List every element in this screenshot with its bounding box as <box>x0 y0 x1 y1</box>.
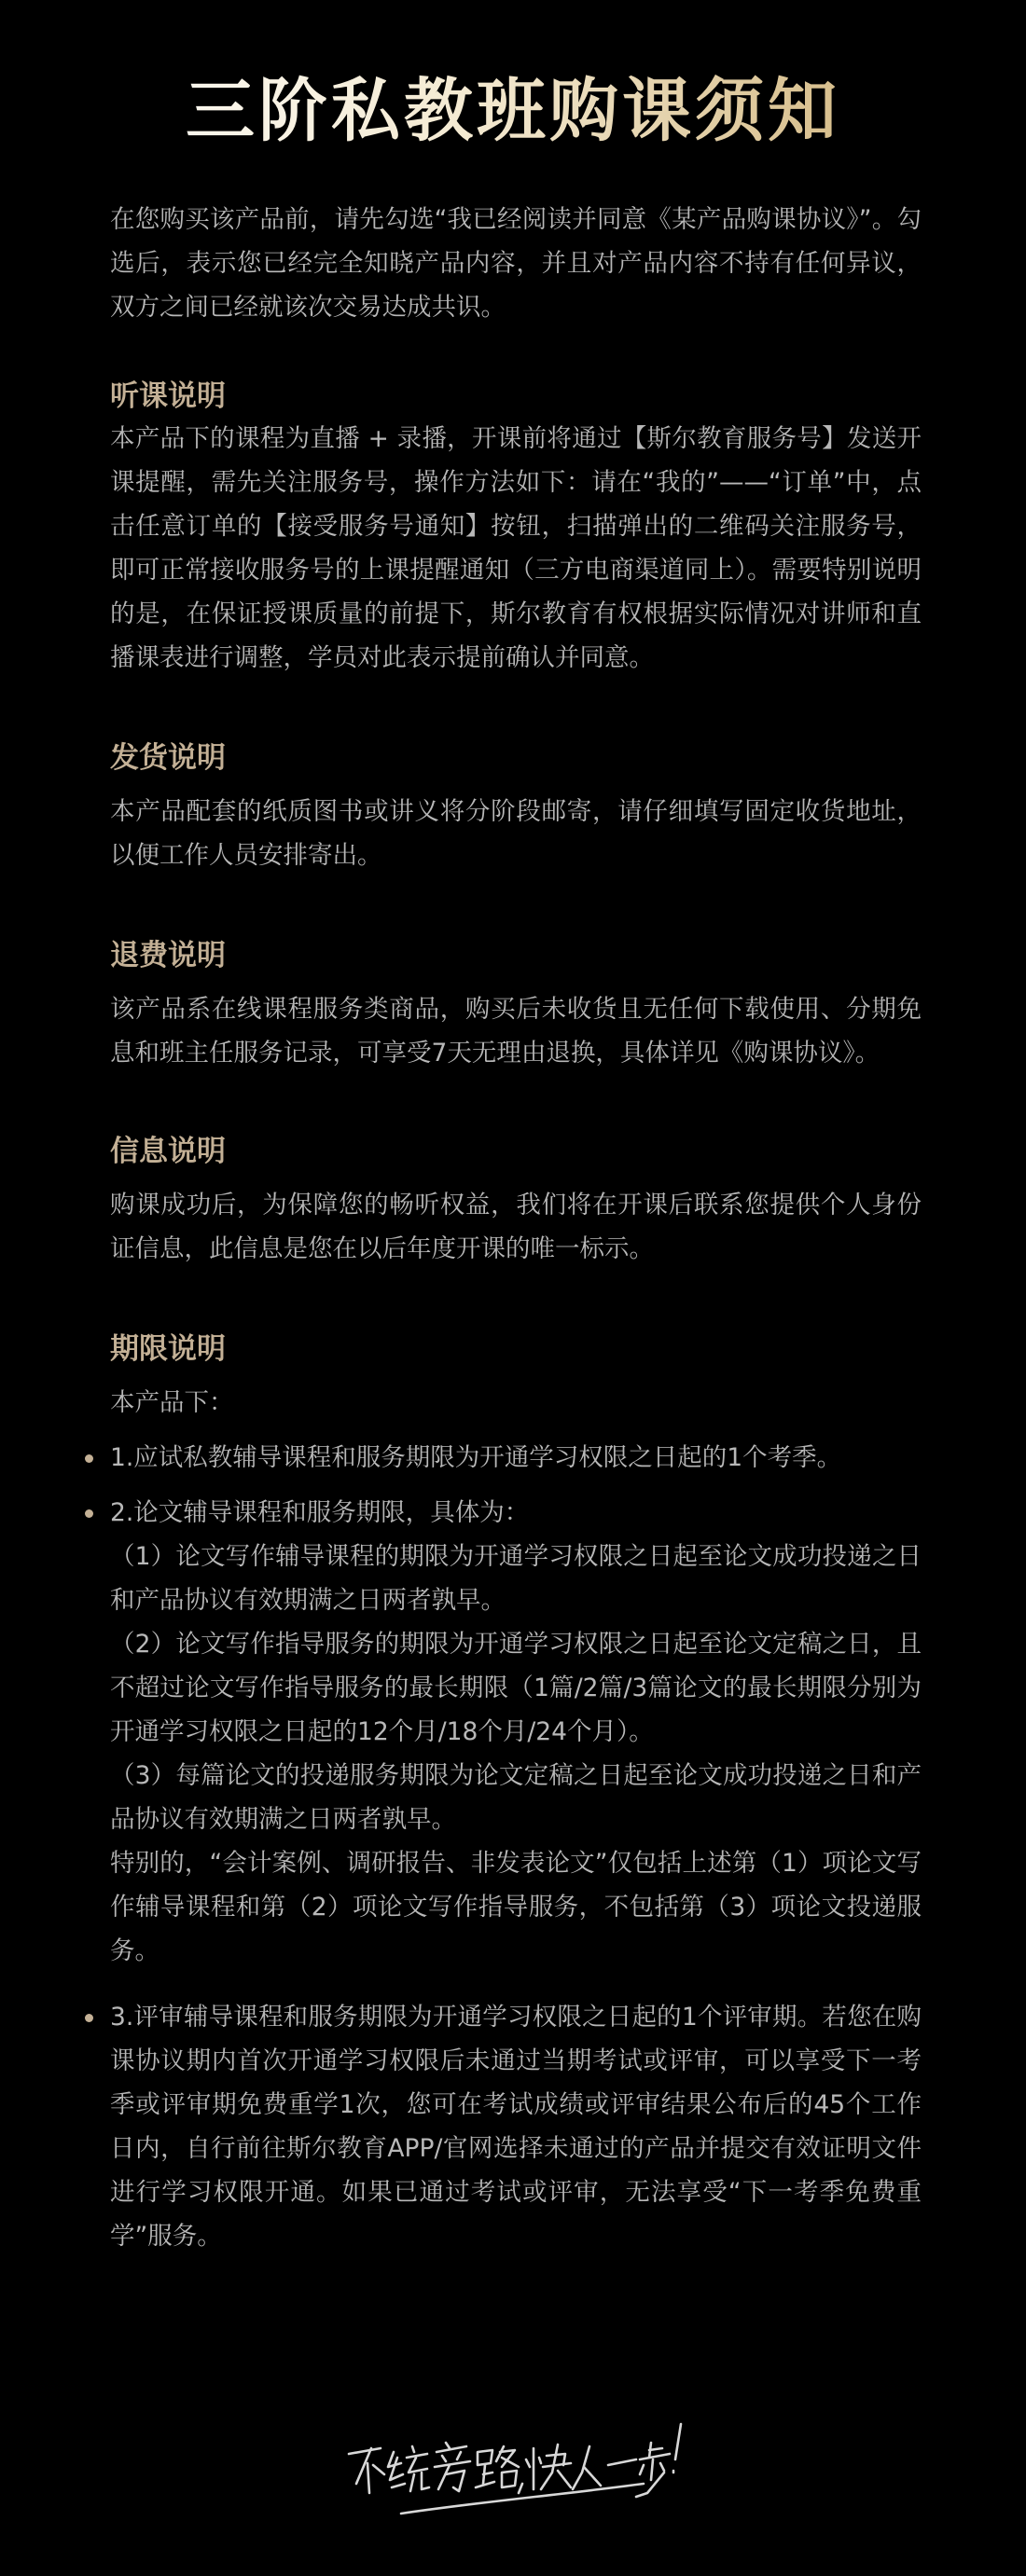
term-item-2-head: 2.论文辅导课程和服务期限，具体为： <box>110 1498 530 1527</box>
term-item-2-c: （3）每篇论文的投递服务期限为论文定稿之日起至论文成功投递之日和产品协议有效期满之日两者孰早。 <box>110 1761 922 1834</box>
term-item-2-b: （2）论文写作指导服务的期限为开通学习权限之日起至论文定稿之日，且不超过论文写作指导服务的最长期限（1篇/2篇/3篇论文的最长期限分别为开通学习权限之日起的12个月/18个月/24个月）。 <box>110 1630 922 1746</box>
term-list <box>110 1436 922 2258</box>
section-body-listening: 本产品下的课程为直播 + 录播，开课前将通过【斯尔教育服务号】发送开课提醒，需先关注服务号，操作方法如下：请在“我的”——“订单”中，点击任意订单的【接受服务号通知】按钮，扫描弹出的二维码关注服务号，即可正常接收服务号的上课提醒通知（三方电商渠道同上）。需要特别说明的是，在保证授课质量的前提下，斯尔教育有权根据实际情况对讲师和直播课表进行调整，学员对此表示提前确认并同意。 <box>110 424 922 672</box>
section-body-info: 购课成功后，为保障您的畅听权益，我们将在开课后联系您提供个人身份证信息，此信息是您在以后年度开课的唯一标示。 <box>110 1191 922 1263</box>
page-title: 三阶私教班购课须知 <box>0 56 1026 155</box>
term-item-1 <box>110 1436 922 1480</box>
section-title-listening: 听课说明 <box>110 379 226 413</box>
bullet-dot <box>85 1509 93 1518</box>
signature-logo <box>336 2405 690 2527</box>
term-item-3 <box>110 1995 922 2258</box>
section-title-refund: 退费说明 <box>110 939 226 972</box>
notice-content <box>110 198 922 2258</box>
section-title-shipping: 发货说明 <box>110 741 226 775</box>
section-body-refund: 该产品系在线课程服务类商品，购买后未收货且无任何下载使用、分期免息和班主任服务记录，可享受7天无理由退换，具体详见《购课协议》。 <box>110 995 922 1068</box>
term-item-3-text: 3.评审辅导课程和服务期限为开通学习权限之日起的1个评审期。若您在购课协议期内首次开通学习权限后未通过当期考试或评审，可以享受下一考季或评审期免费重学1次，您可在考试成绩或评审结果公布后的45个工作日内，自行前往斯尔教育APP/官网选择未通过的产品并提交有效证明文件进行学习权限开通。如果已通过考试或评审，无法享受“下一考季免费重学”服务。 <box>110 2003 922 2251</box>
term-item-2-a: （1）论文写作辅导课程的期限为开通学习权限之日起至论文成功投递之日和产品协议有效期满之日两者孰早。 <box>110 1542 922 1615</box>
term-item-2 <box>110 1491 922 1973</box>
bullet-dot <box>85 1454 93 1463</box>
bullet-dot <box>85 2014 93 2022</box>
intro-paragraph: 在您购买该产品前，请先勾选“我已经阅读并同意《某产品购课协议》”。勾选后，表示您已经完全知晓产品内容，并且对产品内容不持有任何异议，双方之间已经就该次交易达成共识。 <box>110 205 922 322</box>
section-body-shipping: 本产品配套的纸质图书或讲义将分阶段邮寄，请仔细填写固定收货地址，以便工作人员安排寄出。 <box>110 797 922 870</box>
term-lead: 本产品下： <box>110 1388 234 1417</box>
section-title-term: 期限说明 <box>110 1332 226 1366</box>
term-item-2-note: 特别的，“会计案例、调研报告、非发表论文”仅包括上述第（1）项论文写作辅导课程和第（2）项论文写作指导服务，不包括第（3）项论文投递服务。 <box>110 1849 922 1965</box>
section-title-info: 信息说明 <box>110 1135 226 1168</box>
term-item-1-text: 1.应试私教辅导课程和服务期限为开通学习权限之日起的1个考季。 <box>110 1443 842 1472</box>
